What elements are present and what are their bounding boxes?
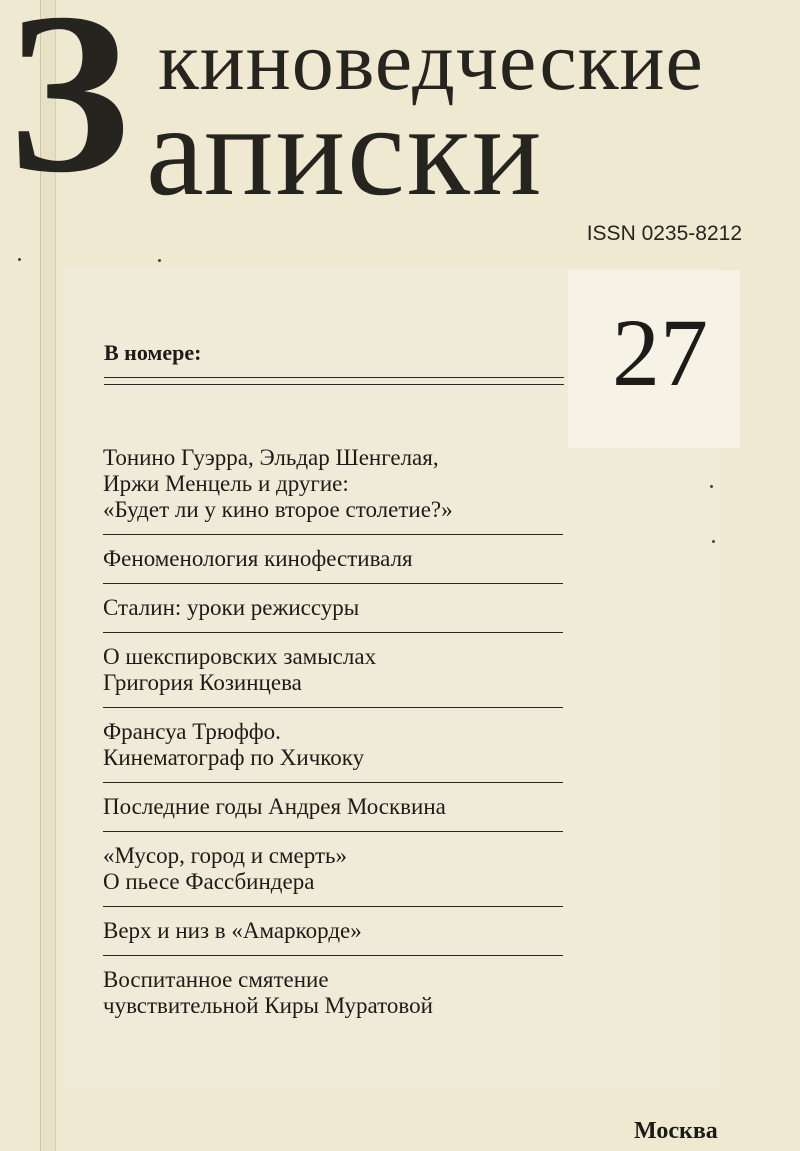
toc-entry-line: Франсуа Трюффо. <box>103 719 281 744</box>
paper-speck <box>18 258 21 261</box>
toc-entry <box>103 719 563 783</box>
heading-rule-bottom <box>104 384 564 385</box>
toc-entry <box>103 644 563 708</box>
toc-entry-line: О пьесе Фассбиндера <box>103 869 315 894</box>
issue-number: 27 <box>612 299 708 406</box>
masthead-title <box>146 79 544 223</box>
toc-entry-line: «Мусор, город и смерть» <box>103 843 348 868</box>
toc-entry <box>103 843 563 907</box>
toc-entry-line: Феноменология кинофестиваля <box>103 546 413 571</box>
paper-speck <box>712 540 715 543</box>
toc-entry <box>103 546 563 584</box>
toc-entry-line: О шекспировских замыслах <box>103 644 377 669</box>
toc-entry-line: Верх и низ в «Амаркорде» <box>103 918 362 943</box>
masthead-initial-letter: З <box>8 0 130 220</box>
toc-entry-line: Сталин: уроки режиссуры <box>103 595 360 620</box>
toc-entry <box>103 794 563 832</box>
toc-entry <box>103 595 563 633</box>
toc-entry-line: Григория Козинцева <box>103 670 302 695</box>
toc-entry-line: Последние годы Андрея Москвина <box>103 794 446 819</box>
toc-entry-line: Кинематограф по Хичкоку <box>103 745 365 770</box>
issn-number: ISSN 0235-8212 <box>586 222 742 245</box>
toc-entry-line: Тонино Гуэрра, Эльдар Шенгелая, <box>103 445 439 470</box>
toc-entry <box>103 445 563 535</box>
masthead-title-rest: аписки <box>146 79 544 223</box>
publisher-city: Москва <box>634 1118 718 1144</box>
masthead-subtitle: киноведческие <box>158 15 704 108</box>
toc-entry-line: Иржи Менцель и другие: <box>103 471 349 496</box>
toc-entry <box>103 967 563 1030</box>
toc-entry-line: «Будет ли у кино второе столетие?» <box>103 497 453 522</box>
paper-speck <box>158 259 161 262</box>
paper-speck <box>710 485 713 488</box>
table-of-contents <box>103 445 573 1041</box>
toc-entry-line: чувствительной Киры Муратовой <box>103 993 433 1018</box>
toc-entry <box>103 918 563 956</box>
heading-rule-top <box>104 377 564 378</box>
toc-entry-line: Воспитанное смятение <box>103 967 329 992</box>
in-issue-heading: В номере: <box>104 340 202 365</box>
